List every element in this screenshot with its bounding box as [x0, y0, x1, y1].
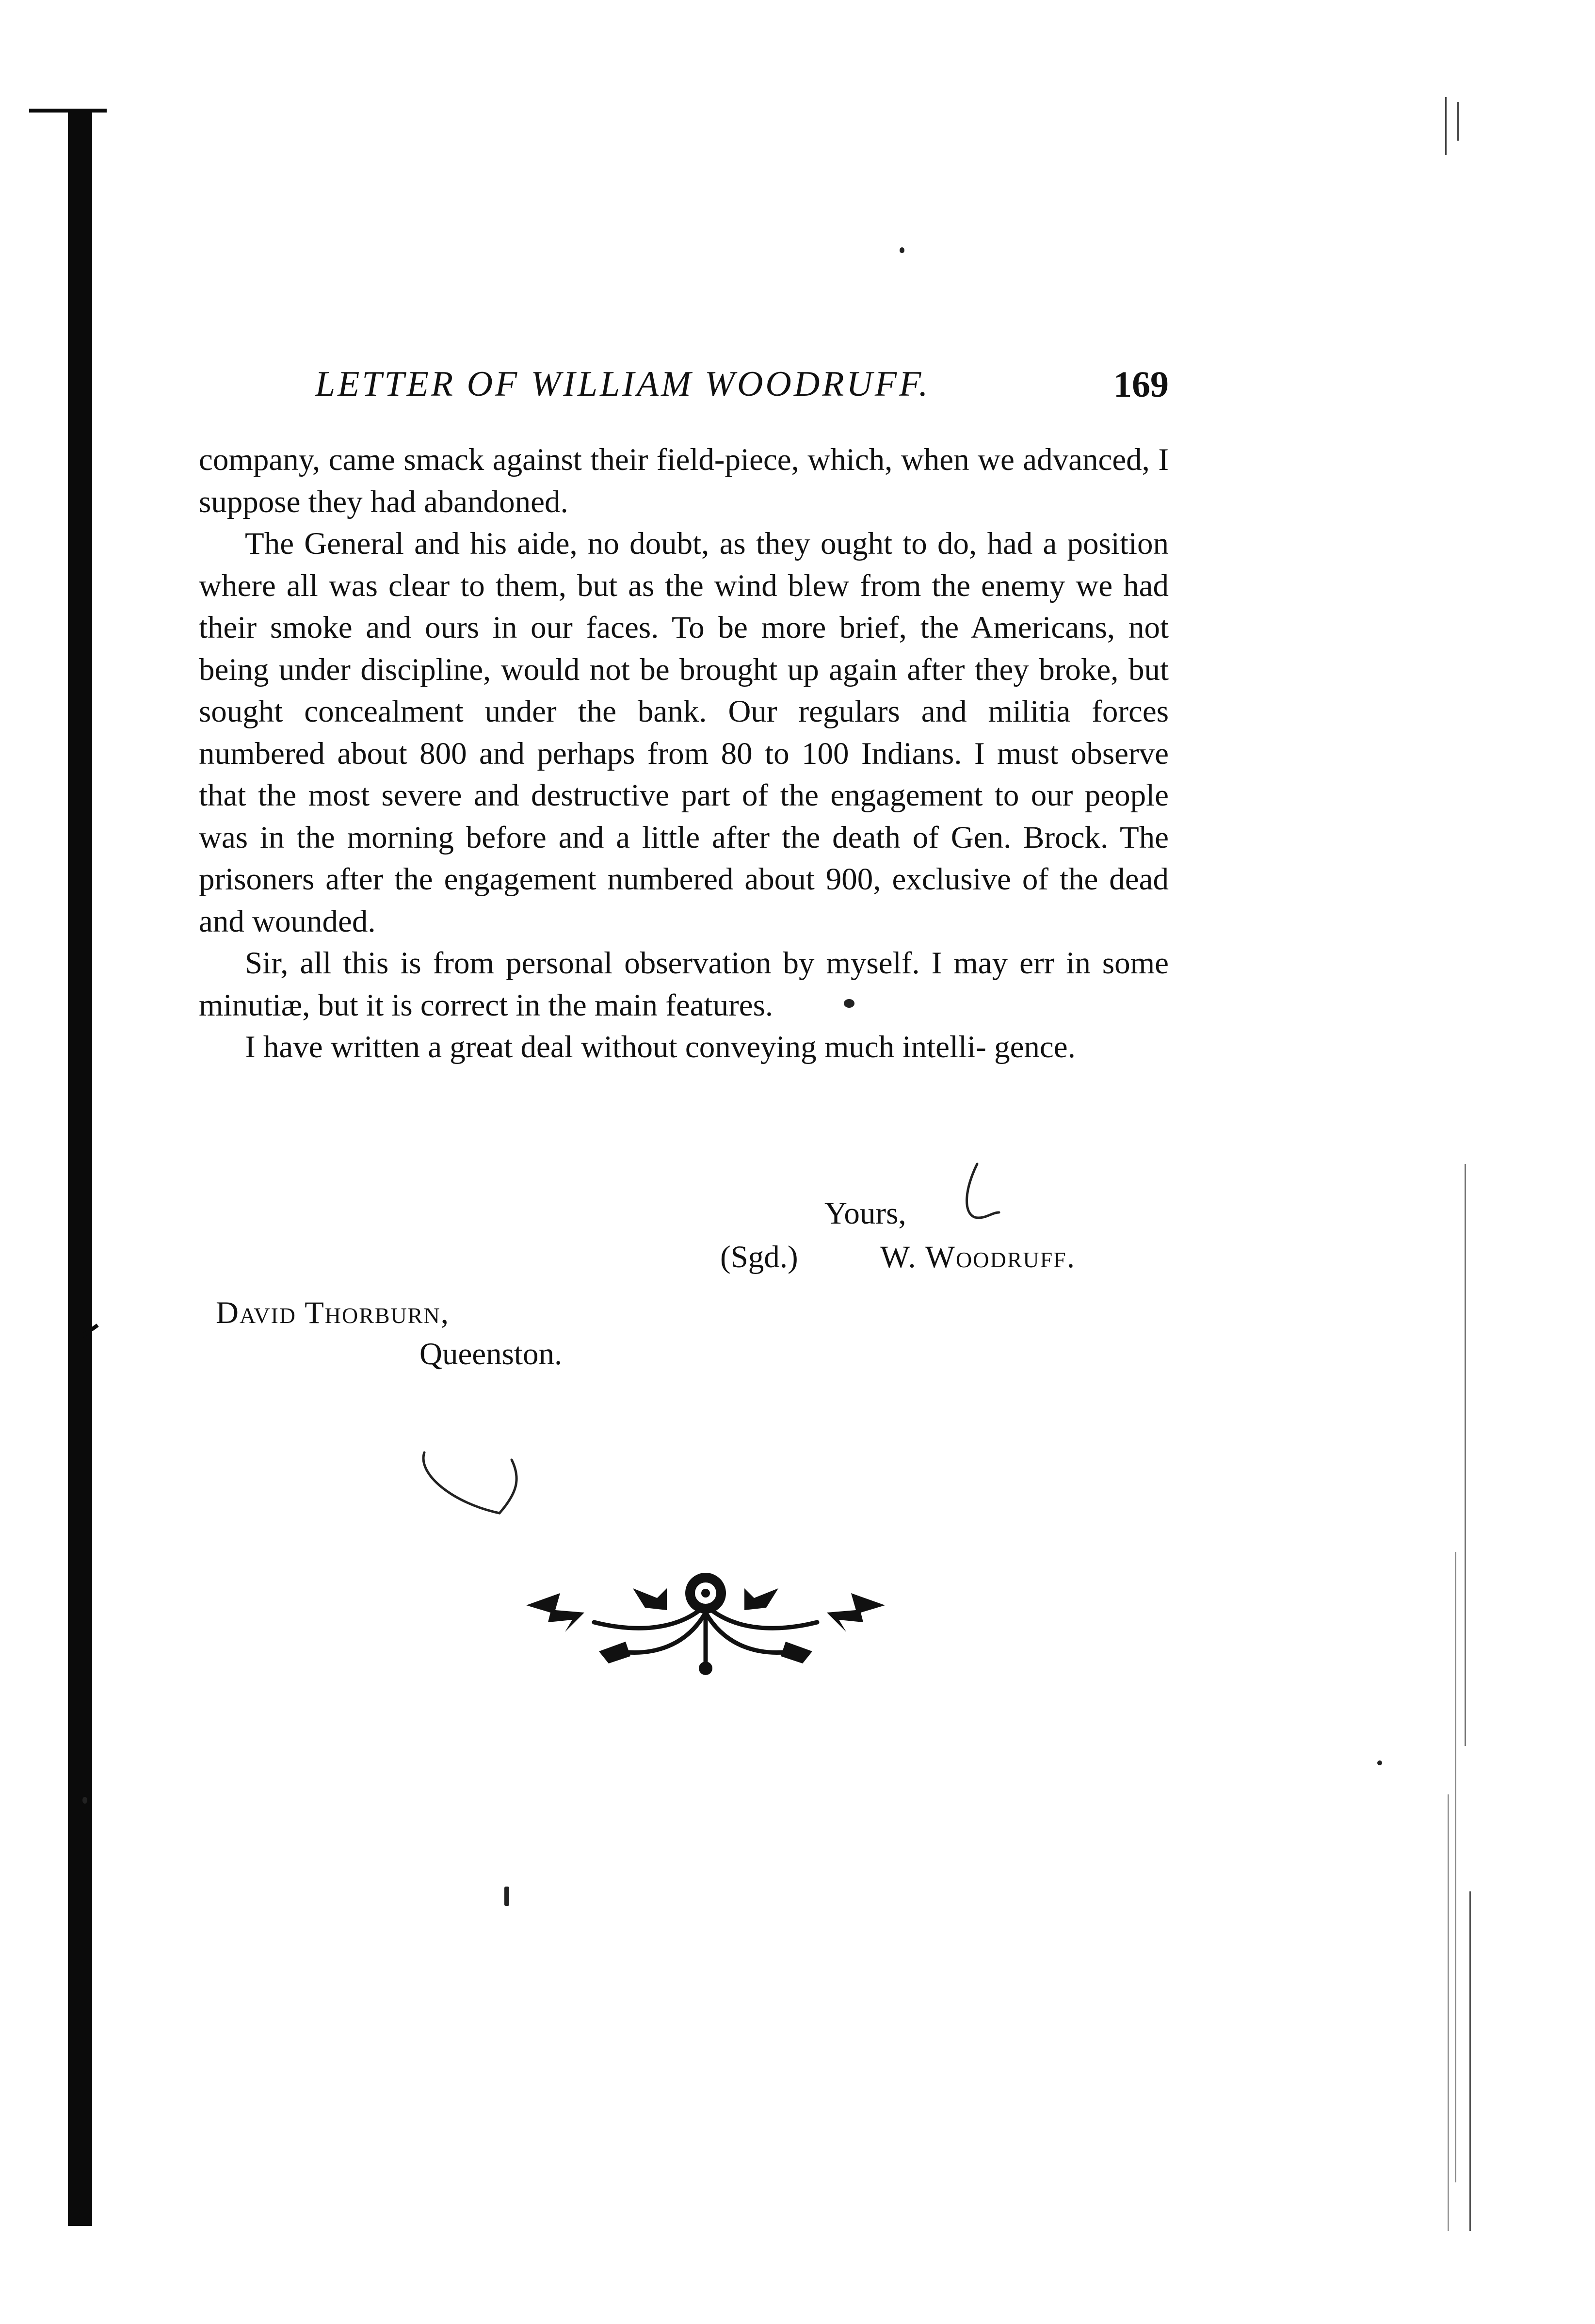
- text-line: err in some minutiæ, but it is correct in the main features.: [199, 946, 1169, 1023]
- text-line: The General and his aide, no doubt, as they ought to do,: [245, 526, 977, 561]
- paragraph-3: [199, 942, 1169, 1026]
- recipient-name: David Thorburn,: [216, 1295, 450, 1330]
- book-binding-edge: [68, 112, 92, 2226]
- ink-speck: [900, 247, 904, 253]
- text-line: had a position where all was clear to them, but as the wind blew: [199, 526, 1169, 603]
- text-line: be more brief, the Americans, not being under discipline,: [199, 610, 1169, 687]
- text-line: engagement numbered about 900, exclusive of the dead and: [199, 862, 1169, 939]
- signed-mark: (Sgd.): [720, 1240, 798, 1275]
- valediction: Yours,: [824, 1196, 906, 1231]
- text-line: Sir, all this is from personal observation by myself. I may: [245, 946, 1008, 981]
- text-line: numbered about 800 and perhaps from 80 to 100 Indians. I: [199, 736, 985, 771]
- ink-speck: [844, 999, 854, 1008]
- text-line: little after the death of Gen. Brock. The prisoners after the: [199, 820, 1169, 897]
- text-line: would not be brought up again after they broke, but sought: [199, 652, 1169, 729]
- text-line: concealment under the bank. Our regulars and militia forces: [304, 694, 1169, 729]
- text-line: must observe that the most severe and destructive part of the: [199, 736, 1169, 813]
- text-line: from the enemy we had their smoke and ours in our faces. To: [199, 568, 1169, 645]
- page-number: 169: [1113, 364, 1169, 405]
- ink-speck: [82, 1797, 87, 1804]
- paragraph-1: [199, 439, 1169, 523]
- paragraph-4: [199, 1026, 1169, 1068]
- text-line: advanced, I suppose they had abandoned.: [199, 442, 1169, 519]
- text-line: company, came smack against their field-piece, which, when we: [199, 442, 1015, 477]
- text-line: wounded.: [252, 904, 376, 939]
- text-line: I have written a great deal without conveying much intelli-: [245, 1030, 986, 1065]
- pencil-mark-icon: [415, 1445, 531, 1523]
- page-header: [315, 359, 1169, 417]
- ink-speck: [1377, 1760, 1382, 1765]
- text-line: gence.: [994, 1030, 1076, 1065]
- paragraph-2: [199, 523, 1169, 942]
- pencil-mark-icon: [958, 1159, 1001, 1232]
- text-line: engagement to our people was in the morning before and a: [199, 778, 1169, 855]
- letter-body: [199, 439, 1169, 1068]
- running-head: LETTER OF WILLIAM WOODRUFF.: [315, 364, 931, 404]
- recipient-place: Queenston.: [419, 1337, 563, 1372]
- facing-page-edge: [1435, 97, 1479, 2231]
- floral-ornament-icon: [521, 1559, 890, 1685]
- signature: W. Woodruff.: [880, 1240, 1076, 1275]
- ink-speck: [504, 1887, 509, 1906]
